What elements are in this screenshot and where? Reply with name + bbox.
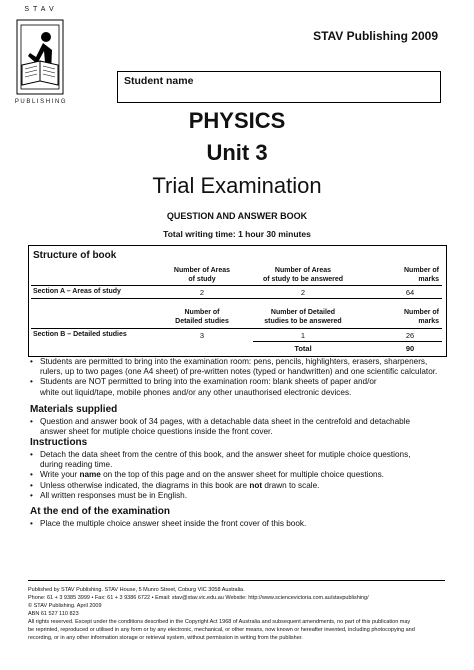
footer-copyright: © STAV Publishing. April 2009 <box>28 603 102 609</box>
instructions-heading: Instructions <box>30 437 88 448</box>
section-b-label: Section B – Detailed studies <box>33 331 127 338</box>
instructions-list <box>30 450 450 501</box>
structure-title: Structure of book <box>33 250 117 261</box>
book-type: QUESTION AND ANSWER BOOK <box>166 211 308 221</box>
divider <box>253 341 442 342</box>
exam-title: Trial Examination <box>152 173 322 198</box>
header-marks-b: Number of marks <box>404 309 439 325</box>
section-a-label: Section A – Areas of study <box>33 288 121 295</box>
unit-title: Unit 3 <box>206 140 268 165</box>
divider <box>31 328 442 329</box>
divider <box>31 298 442 299</box>
section-b-answered: 1 <box>300 331 306 340</box>
book-reader-icon <box>16 17 68 97</box>
list-item: • Students are permitted to bring into the examination room: pens, pencils, highlighters, erasers, sharpeners, rulers, up to two pages (one A4 sheet) of pre-written notes (typed or handwritten) and one scientific calculator. <box>30 357 438 377</box>
structure-table <box>28 245 447 357</box>
header-detailed-studies: Number of Detailed studies <box>175 309 229 325</box>
footer-contact: Phone: 61 + 3 9385 3999 • Fax: 61 + 3 9386 6722 • Email: stav@stav.vic.edu.au Website: http://www.sciencevictoria.com.au/stavpublishing/ <box>28 595 369 601</box>
logo-top-text: STAV <box>24 6 58 13</box>
section-a-answered: 2 <box>300 288 306 297</box>
header-marks: Number of marks <box>404 267 439 283</box>
section-b-marks: 26 <box>405 331 415 340</box>
end-list <box>30 519 450 529</box>
footer-abn: ABN 61 527 110 823 <box>28 611 79 617</box>
writing-time: Total writing time: 1 hour 30 minutes <box>163 229 311 239</box>
materials-heading: Materials supplied <box>30 404 118 415</box>
list-item: • Students are NOT permitted to bring into the examination room: blank sheets of paper and/or white out liquid/tape, mobile phones and/or any other unauthorised electronic devices. <box>30 377 377 397</box>
end-heading: At the end of the examination <box>30 506 171 517</box>
list-item: • Write your name on the top of this page and on the answer sheet for multiple choice questions. <box>30 470 384 480</box>
stav-publishing-logo <box>10 6 72 108</box>
footer-rights-1: All rights reserved. Except under the conditions described in the Copyright Act 1968 of Australia and subsequent amendments, no part of this publication may <box>28 619 411 625</box>
list-item: • Question and answer book of 34 pages, with a detachable data sheet in the centrefold and detachable answer sheet for mutiple choice questions inside the front cover. <box>30 417 411 437</box>
materials-list <box>30 417 450 437</box>
footer-divider <box>28 580 445 581</box>
header-areas-answered: Number of Areas of study to be answered <box>262 267 344 283</box>
student-name-label: Student name <box>124 75 194 87</box>
footer-rights-2: be reprinted, reproduced or utilised in any form or by any electronic, mechanical, or other means, now known or hereafter invented, including photocopying and <box>28 627 415 633</box>
footer-publisher: Published by STAV Publishing. STAV House, 5 Munro Street, Coburg VIC 3058 Australia. <box>28 587 245 593</box>
section-a-areas: 2 <box>199 288 205 297</box>
publisher-year: STAV Publishing 2009 <box>313 29 438 43</box>
logo-bottom-text: PUBLISHING <box>14 99 68 105</box>
total-label: Total <box>294 344 312 353</box>
exam-rules <box>30 357 450 398</box>
section-b-studies: 3 <box>199 331 205 340</box>
total-marks: 90 <box>405 344 415 353</box>
list-item: • Unless otherwise indicated, the diagrams in this book are not drawn to scale. <box>30 480 320 490</box>
subject-title: PHYSICS <box>188 108 286 133</box>
list-item: • Detach the data sheet from the centre of this book, and the answer sheet for mutiple choice questions, during reading time. <box>30 450 411 470</box>
header-areas: Number of Areas of study <box>173 267 231 283</box>
header-detailed-answered: Number of Detailed studies to be answered <box>264 309 342 325</box>
student-name-box[interactable] <box>117 71 441 103</box>
list-item: • All written responses must be in English. <box>30 490 187 500</box>
section-a-marks: 64 <box>405 288 415 297</box>
footer-rights-3: recording, or in any other information storage or retrieval system, without permission in writing from the publisher. <box>28 635 303 641</box>
divider <box>31 285 442 286</box>
list-item: • Place the multiple choice answer sheet inside the front cover of this book. <box>30 519 307 528</box>
